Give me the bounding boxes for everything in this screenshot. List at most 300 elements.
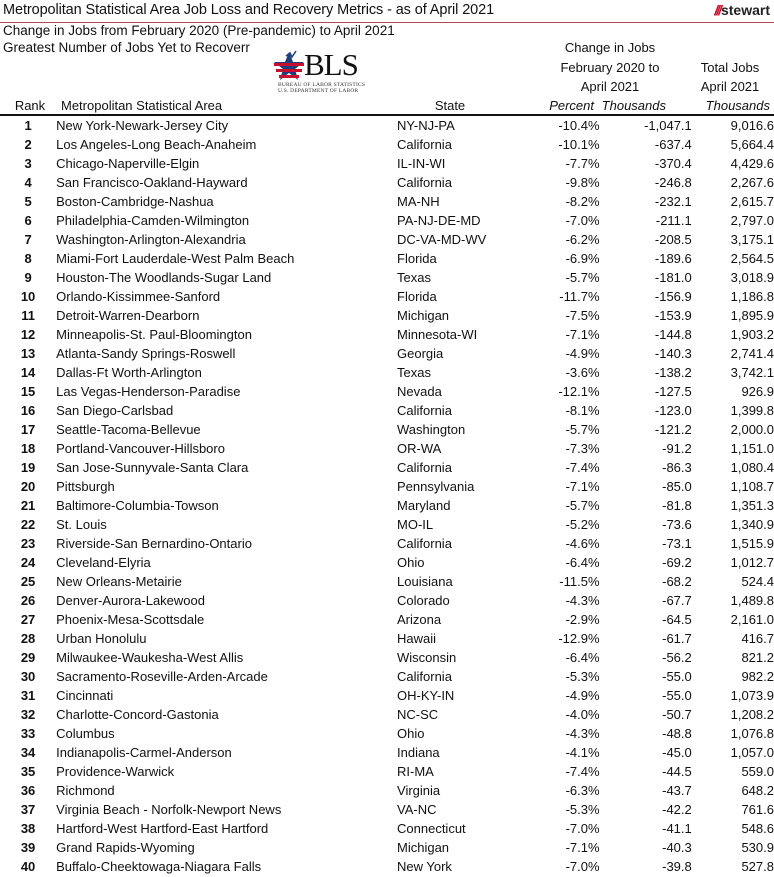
rank-cell: 35: [20, 764, 36, 779]
rank-cell: 8: [24, 251, 32, 266]
msa-cell: Grand Rapids-Wyoming: [56, 840, 195, 855]
table-row: [0, 857, 774, 876]
total-jobs-cell: 982.2: [741, 669, 774, 684]
thousands-cell: -44.5: [662, 764, 692, 779]
thousands-cell: -73.6: [662, 517, 692, 532]
table-row: [0, 192, 774, 211]
thousands-cell: -68.2: [662, 574, 692, 589]
thousands-cell: -55.0: [662, 688, 692, 703]
thousands-cell: -43.7: [662, 783, 692, 798]
state-cell: Florida: [397, 251, 437, 266]
state-cell: New York: [397, 859, 452, 874]
table-row: [0, 819, 774, 838]
msa-cell: Baltimore-Columbia-Towson: [56, 498, 219, 513]
title-bar: [0, 0, 774, 23]
msa-cell: San Diego-Carlsbad: [56, 403, 174, 418]
msa-table: [0, 116, 774, 876]
thousands-cell: -67.7: [662, 593, 692, 608]
state-cell: Wisconsin: [397, 650, 457, 665]
total-jobs-cell: 1,515.9: [730, 536, 774, 551]
table-row: [0, 496, 774, 515]
rank-cell: 22: [20, 517, 36, 532]
percent-cell: -6.4%: [565, 555, 600, 570]
msa-cell: Charlotte-Concord-Gastonia: [56, 707, 219, 722]
state-cell: Texas: [397, 365, 431, 380]
table-row: [0, 553, 774, 572]
msa-cell: Denver-Aurora-Lakewood: [56, 593, 205, 608]
state-cell: DC-VA-MD-WV: [397, 232, 487, 247]
header-change-group-1: Change in Jobs: [564, 40, 656, 55]
rank-cell: 36: [20, 783, 36, 798]
rank-cell: 29: [20, 650, 36, 665]
rank-cell: 12: [20, 327, 36, 342]
column-header-msa: Metropolitan Statistical Area: [61, 98, 223, 113]
table-row: [0, 629, 774, 648]
bls-line-2: U.S. DEPARTMENT OF LABOR: [278, 88, 359, 94]
table-row: [0, 154, 774, 173]
thousands-cell: -69.2: [662, 555, 692, 570]
table-row: [0, 686, 774, 705]
header-total-2: April 2021: [700, 79, 760, 94]
table-row: [0, 648, 774, 667]
percent-cell: -10.4%: [558, 118, 600, 133]
report-title: Metropolitan Statistical Area Job Loss and Recovery Metrics - as of April 2021: [3, 2, 495, 18]
state-cell: OR-WA: [397, 441, 442, 456]
rank-cell: 17: [20, 422, 36, 437]
percent-cell: -6.9%: [565, 251, 600, 266]
rank-cell: 11: [21, 308, 35, 323]
state-cell: Louisiana: [397, 574, 453, 589]
total-jobs-cell: 530.9: [741, 840, 774, 855]
thousands-cell: -50.7: [662, 707, 692, 722]
total-jobs-cell: 926.9: [741, 384, 774, 399]
state-cell: NY-NJ-PA: [397, 118, 455, 133]
thousands-cell: -55.0: [662, 669, 692, 684]
thousands-cell: -121.2: [654, 422, 692, 437]
msa-cell: Boston-Cambridge-Nashua: [56, 194, 214, 209]
thousands-cell: -189.6: [654, 251, 692, 266]
total-jobs-cell: 3,018.9: [730, 270, 774, 285]
rank-cell: 19: [20, 460, 36, 475]
table-row: [0, 287, 774, 306]
table-row: [0, 477, 774, 496]
percent-cell: -12.1%: [558, 384, 600, 399]
table-row: [0, 173, 774, 192]
total-jobs-cell: 3,742.1: [730, 365, 774, 380]
msa-cell: Riverside-San Bernardino-Ontario: [56, 536, 252, 551]
rank-cell: 2: [24, 137, 32, 152]
msa-cell: Buffalo-Cheektowaga-Niagara Falls: [56, 859, 262, 874]
table-row: [0, 724, 774, 743]
thousands-cell: -56.2: [662, 650, 692, 665]
state-cell: Michigan: [397, 840, 450, 855]
thousands-cell: -153.9: [654, 308, 692, 323]
percent-cell: -7.0%: [565, 859, 600, 874]
thousands-cell: -232.1: [654, 194, 692, 209]
column-header-percent: Percent: [549, 98, 594, 113]
percent-cell: -7.0%: [565, 821, 600, 836]
percent-cell: -7.4%: [565, 764, 600, 779]
state-cell: Connecticut: [397, 821, 466, 836]
state-cell: IL-IN-WI: [397, 156, 446, 171]
total-jobs-cell: 648.2: [741, 783, 774, 798]
msa-cell: Houston-The Woodlands-Sugar Land: [56, 270, 272, 285]
total-jobs-cell: 1,151.0: [730, 441, 774, 456]
total-jobs-cell: 1,399.8: [730, 403, 774, 418]
table-row: [0, 534, 774, 553]
thousands-cell: -85.0: [662, 479, 692, 494]
state-cell: Ohio: [397, 555, 425, 570]
percent-cell: -8.1%: [565, 403, 600, 418]
thousands-cell: -86.3: [662, 460, 692, 475]
total-jobs-cell: 1,895.9: [730, 308, 774, 323]
rank-cell: 9: [24, 270, 32, 285]
rank-cell: 16: [20, 403, 36, 418]
table-row: [0, 325, 774, 344]
table-row: [0, 382, 774, 401]
total-jobs-cell: 524.4: [741, 574, 774, 589]
table-row: [0, 515, 774, 534]
msa-cell: Indianapolis-Carmel-Anderson: [56, 745, 232, 760]
msa-cell: Orlando-Kissimmee-Sanford: [56, 289, 221, 304]
rank-cell: 24: [20, 555, 36, 570]
total-jobs-cell: 1,340.9: [730, 517, 774, 532]
total-jobs-cell: 1,073.9: [730, 688, 774, 703]
thousands-cell: -246.8: [654, 175, 692, 190]
percent-cell: -5.3%: [565, 669, 600, 684]
header-change-group-2: February 2020 to: [560, 60, 660, 75]
percent-cell: -5.7%: [565, 422, 600, 437]
percent-cell: -7.0%: [565, 213, 600, 228]
rank-cell: 25: [20, 574, 36, 589]
total-jobs-cell: 1,351.3: [730, 498, 774, 513]
msa-cell: Dallas-Ft Worth-Arlington: [56, 365, 202, 380]
percent-cell: -7.1%: [565, 479, 600, 494]
thousands-cell: -208.5: [654, 232, 692, 247]
percent-cell: -11.7%: [559, 289, 600, 304]
msa-cell: Providence-Warwick: [56, 764, 175, 779]
state-cell: Ohio: [397, 726, 425, 741]
state-cell: California: [397, 137, 452, 152]
msa-cell: Seattle-Tacoma-Bellevue: [56, 422, 201, 437]
rank-cell: 27: [20, 612, 36, 627]
rank-cell: 26: [20, 593, 36, 608]
percent-cell: -4.9%: [565, 346, 600, 361]
msa-cell: Portland-Vancouver-Hillsboro: [56, 441, 225, 456]
total-jobs-cell: 2,161.0: [730, 612, 774, 627]
msa-cell: Virginia Beach - Norfolk-Newport News: [56, 802, 282, 817]
thousands-cell: -91.2: [662, 441, 692, 456]
rank-cell: 7: [24, 232, 32, 247]
rank-cell: 23: [20, 536, 36, 551]
msa-cell: Philadelphia-Camden-Wilmington: [56, 213, 250, 228]
thousands-cell: -40.3: [662, 840, 692, 855]
table-row: [0, 705, 774, 724]
msa-cell: St. Louis: [56, 517, 107, 532]
stewart-mark-icon: ///: [714, 2, 720, 18]
thousands-cell: -81.8: [662, 498, 692, 513]
thousands-cell: -48.8: [662, 726, 692, 741]
msa-cell: Pittsburgh: [56, 479, 115, 494]
rank-cell: 14: [20, 365, 36, 380]
table-row: [0, 667, 774, 686]
state-cell: MO-IL: [397, 517, 434, 532]
percent-cell: -3.6%: [565, 365, 600, 380]
thousands-cell: -73.1: [662, 536, 692, 551]
total-jobs-cell: 2,797.0: [730, 213, 774, 228]
table-row: [0, 135, 774, 154]
rank-cell: 28: [20, 631, 36, 646]
column-header-thousands: Thousands: [601, 98, 666, 113]
state-cell: Michigan: [397, 308, 450, 323]
state-cell: PA-NJ-DE-MD: [397, 213, 481, 228]
table-row: [0, 572, 774, 591]
total-jobs-cell: 1,080.4: [730, 460, 774, 475]
table-row: [0, 116, 774, 135]
state-cell: Texas: [397, 270, 431, 285]
thousands-cell: -140.3: [654, 346, 692, 361]
thousands-cell: -156.9: [654, 289, 692, 304]
msa-cell: Phoenix-Mesa-Scottsdale: [56, 612, 205, 627]
thousands-cell: -1,047.1: [644, 118, 692, 133]
percent-cell: -11.5%: [559, 574, 600, 589]
percent-cell: -5.3%: [565, 802, 600, 817]
table-row: [0, 781, 774, 800]
table-row: [0, 610, 774, 629]
percent-cell: -4.0%: [565, 707, 600, 722]
percent-cell: -7.5%: [565, 308, 600, 323]
state-cell: Minnesota-WI: [397, 327, 478, 342]
rank-cell: 3: [24, 156, 32, 171]
total-jobs-cell: 2,564.5: [730, 251, 774, 266]
state-cell: California: [397, 669, 452, 684]
bls-logo: [272, 47, 372, 98]
total-jobs-cell: 1,012.7: [730, 555, 774, 570]
table-row: [0, 458, 774, 477]
thousands-cell: -64.5: [662, 612, 692, 627]
percent-cell: -5.2%: [565, 517, 600, 532]
msa-cell: Milwaukee-Waukesha-West Allis: [56, 650, 244, 665]
thousands-cell: -181.0: [654, 270, 692, 285]
rank-cell: 1: [24, 118, 32, 133]
total-jobs-cell: 2,615.7: [730, 194, 774, 209]
rank-cell: 32: [20, 707, 36, 722]
subtitle-change-in-jobs: Change in Jobs from February 2020 (Pre-pandemic) to April 2021: [3, 23, 395, 38]
msa-cell: Cincinnati: [56, 688, 114, 703]
rank-cell: 31: [20, 688, 36, 703]
msa-cell: Los Angeles-Long Beach-Anaheim: [56, 137, 257, 152]
state-cell: Arizona: [397, 612, 442, 627]
thousands-cell: -211.1: [655, 213, 692, 228]
header-total-1: Total Jobs: [700, 60, 760, 75]
column-header-rank: Rank: [14, 98, 46, 113]
rank-cell: 10: [20, 289, 36, 304]
msa-cell: Minneapolis-St. Paul-Bloomington: [56, 327, 252, 342]
percent-cell: -4.9%: [565, 688, 600, 703]
msa-cell: Miami-Fort Lauderdale-West Palm Beach: [56, 251, 295, 266]
table-row: [0, 439, 774, 458]
thousands-cell: -123.0: [654, 403, 692, 418]
table-row: [0, 249, 774, 268]
state-cell: RI-MA: [397, 764, 434, 779]
percent-cell: -10.1%: [558, 137, 600, 152]
table-row: [0, 401, 774, 420]
rank-cell: 6: [24, 213, 32, 228]
table-row: [0, 420, 774, 439]
total-jobs-cell: 416.7: [741, 631, 774, 646]
state-cell: MA-NH: [397, 194, 440, 209]
state-cell: California: [397, 403, 452, 418]
thousands-cell: -138.2: [654, 365, 692, 380]
total-jobs-cell: 1,076.8: [730, 726, 774, 741]
msa-cell: Urban Honolulu: [56, 631, 147, 646]
percent-cell: -2.9%: [565, 612, 600, 627]
total-jobs-cell: 1,489.8: [730, 593, 774, 608]
state-cell: California: [397, 536, 452, 551]
state-cell: California: [397, 460, 452, 475]
msa-cell: Atlanta-Sandy Springs-Roswell: [56, 346, 236, 361]
total-jobs-cell: 527.8: [741, 859, 774, 874]
rank-cell: 15: [20, 384, 36, 399]
percent-cell: -6.3%: [565, 783, 600, 798]
column-header-state: State: [434, 98, 466, 113]
rank-cell: 34: [20, 745, 36, 760]
total-jobs-cell: 559.0: [741, 764, 774, 779]
thousands-cell: -144.8: [654, 327, 692, 342]
percent-cell: -7.1%: [565, 840, 600, 855]
table-row: [0, 268, 774, 287]
bls-wordmark: BLS: [304, 47, 358, 82]
thousands-cell: -637.4: [654, 137, 692, 152]
rank-cell: 30: [20, 669, 36, 684]
table-row: [0, 838, 774, 857]
rank-cell: 37: [20, 802, 36, 817]
percent-cell: -4.3%: [565, 593, 600, 608]
msa-cell: New York-Newark-Jersey City: [56, 118, 229, 133]
total-jobs-cell: 1,108.7: [730, 479, 774, 494]
total-jobs-cell: 5,664.4: [730, 137, 774, 152]
percent-cell: -5.7%: [565, 498, 600, 513]
total-jobs-cell: 9,016.6: [730, 118, 774, 133]
rank-cell: 39: [20, 840, 36, 855]
rank-cell: 20: [20, 479, 36, 494]
column-header-total-thousands: Thousands: [705, 98, 770, 113]
msa-cell: Detroit-Warren-Dearborn: [56, 308, 200, 323]
thousands-cell: -39.8: [662, 859, 692, 874]
state-cell: Virginia: [397, 783, 441, 798]
msa-cell: Las Vegas-Henderson-Paradise: [56, 384, 241, 399]
table-row: [0, 344, 774, 363]
state-cell: OH-KY-IN: [397, 688, 455, 703]
percent-cell: -4.3%: [565, 726, 600, 741]
msa-cell: San Francisco-Oakland-Hayward: [56, 175, 248, 190]
total-jobs-cell: 548.6: [741, 821, 774, 836]
percent-cell: -6.2%: [565, 232, 600, 247]
thousands-cell: -42.2: [662, 802, 692, 817]
msa-cell: Hartford-West Hartford-East Hartford: [56, 821, 269, 836]
table-row: [0, 230, 774, 249]
total-jobs-cell: 2,741.4: [730, 346, 774, 361]
state-cell: Washington: [397, 422, 466, 437]
percent-cell: -7.7%: [565, 156, 600, 171]
msa-cell: San Jose-Sunnyvale-Santa Clara: [56, 460, 249, 475]
rank-cell: 33: [20, 726, 36, 741]
percent-cell: -4.6%: [565, 536, 600, 551]
state-cell: Pennsylvania: [397, 479, 475, 494]
percent-cell: -9.8%: [565, 175, 600, 190]
msa-cell: Columbus: [56, 726, 115, 741]
percent-cell: -6.4%: [565, 650, 600, 665]
state-cell: Colorado: [397, 593, 450, 608]
table-row: [0, 363, 774, 382]
total-jobs-cell: 2,267.6: [730, 175, 774, 190]
rank-cell: 21: [20, 498, 36, 513]
total-jobs-cell: 4,429.6: [730, 156, 774, 171]
rank-cell: 40: [20, 859, 36, 874]
state-cell: Hawaii: [397, 631, 437, 646]
rank-cell: 5: [24, 194, 32, 209]
table-row: [0, 306, 774, 325]
table-row: [0, 211, 774, 230]
rank-cell: 38: [20, 821, 36, 836]
header-change-group-3: April 2021: [580, 79, 640, 94]
msa-cell: Chicago-Naperville-Elgin: [56, 156, 200, 171]
table-row: [0, 743, 774, 762]
msa-cell: Richmond: [56, 783, 115, 798]
total-jobs-cell: 1,186.8: [730, 289, 774, 304]
state-cell: VA-NC: [397, 802, 437, 817]
msa-cell: New Orleans-Metairie: [56, 574, 182, 589]
total-jobs-cell: 3,175.1: [730, 232, 774, 247]
total-jobs-cell: 821.2: [741, 650, 774, 665]
state-cell: California: [397, 175, 452, 190]
state-cell: Georgia: [397, 346, 444, 361]
thousands-cell: -61.7: [662, 631, 692, 646]
table-row: [0, 762, 774, 781]
rank-cell: 18: [20, 441, 36, 456]
percent-cell: -5.7%: [565, 270, 600, 285]
msa-cell: Washington-Arlington-Alexandria: [56, 232, 246, 247]
msa-cell: Cleveland-Elyria: [56, 555, 151, 570]
thousands-cell: -370.4: [654, 156, 692, 171]
state-cell: NC-SC: [397, 707, 439, 722]
rank-cell: 13: [20, 346, 36, 361]
state-cell: Florida: [397, 289, 437, 304]
state-cell: Indiana: [397, 745, 440, 760]
state-cell: Nevada: [397, 384, 442, 399]
msa-cell: Sacramento-Roseville-Arden-Arcade: [56, 669, 268, 684]
total-jobs-cell: 761.6: [741, 802, 774, 817]
total-jobs-cell: 2,000.0: [730, 422, 774, 437]
thousands-cell: -41.1: [662, 821, 692, 836]
percent-cell: -8.2%: [565, 194, 600, 209]
state-cell: Maryland: [397, 498, 451, 513]
percent-cell: -7.4%: [565, 460, 600, 475]
stewart-wordmark: stewart: [720, 2, 770, 18]
total-jobs-cell: 1,208.2: [730, 707, 774, 722]
bls-star-icon: [272, 50, 306, 82]
total-jobs-cell: 1,903.2: [730, 327, 774, 342]
thousands-cell: -127.5: [654, 384, 692, 399]
percent-cell: -7.1%: [565, 327, 600, 342]
percent-cell: -7.3%: [565, 441, 600, 456]
bls-line-1: BUREAU OF LABOR STATISTICS: [278, 82, 366, 88]
percent-cell: -4.1%: [565, 745, 600, 760]
subtitle-greatest-jobs: Greatest Number of Jobs Yet to Recoverr: [3, 40, 250, 55]
percent-cell: -12.9%: [558, 631, 600, 646]
table-row: [0, 800, 774, 819]
thousands-cell: -45.0: [662, 745, 692, 760]
